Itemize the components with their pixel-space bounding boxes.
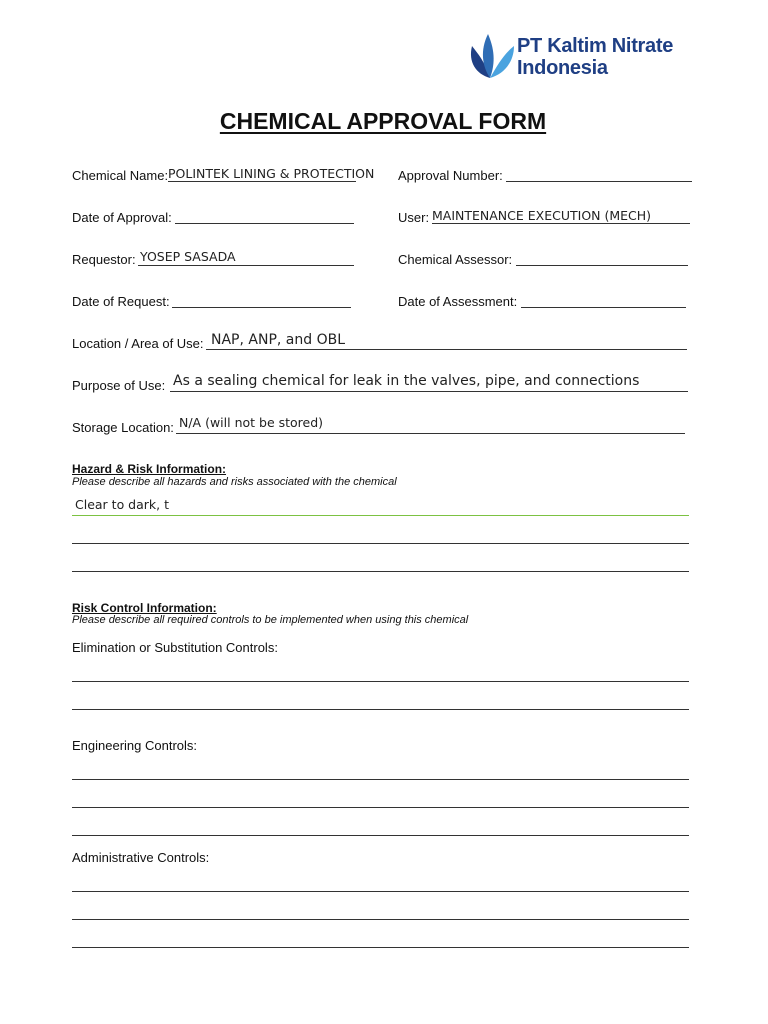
approval-number-label: Approval Number:: [398, 168, 503, 183]
storage-value[interactable]: N/A (will not be stored): [179, 415, 324, 430]
administrative-line-1[interactable]: [72, 891, 689, 892]
engineering-line-1[interactable]: [72, 779, 689, 780]
engineering-line-3[interactable]: [72, 835, 689, 836]
elimination-line-1[interactable]: [72, 681, 689, 682]
engineering-line-2[interactable]: [72, 807, 689, 808]
company-logo: [466, 32, 706, 80]
hazard-description: Please describe all hazards and risks associated with the chemical: [72, 476, 397, 488]
chemical-name-value[interactable]: POLINTEK LINING & PROTECTION: [168, 166, 375, 181]
date-of-approval-field[interactable]: [175, 223, 354, 224]
user-underline: [432, 223, 690, 224]
elimination-line-2[interactable]: [72, 709, 689, 710]
administrative-line-2[interactable]: [72, 919, 689, 920]
user-value[interactable]: MAINTENANCE EXECUTION (MECH): [432, 208, 652, 223]
storage-underline: [176, 433, 685, 434]
chemical-name-underline: [168, 181, 356, 182]
location-value[interactable]: NAP, ANP, and OBL: [211, 332, 345, 348]
chemical-name-label: Chemical Name:: [72, 168, 169, 183]
hazard-line-2[interactable]: [72, 543, 689, 544]
location-underline: [206, 349, 687, 350]
requestor-underline: [138, 265, 354, 266]
user-label: User:: [398, 210, 430, 225]
risk-control-description: Please describe all required controls to be implemented when using this chemical: [72, 614, 469, 626]
elimination-label: Elimination or Substitution Controls:: [72, 640, 278, 655]
requestor-label: Requestor:: [72, 252, 136, 267]
hazard-line-3[interactable]: [72, 571, 689, 572]
date-of-assessment-field[interactable]: [521, 307, 686, 308]
date-of-approval-label: Date of Approval:: [72, 210, 172, 225]
purpose-label: Purpose of Use:: [72, 378, 166, 393]
form-title: CHEMICAL APPROVAL FORM: [219, 108, 547, 134]
hazard-line-1[interactable]: [72, 515, 689, 516]
purpose-value[interactable]: As a sealing chemical for leak in the valves, pipe, and connections: [173, 373, 640, 389]
logo-mark-icon: [466, 32, 516, 80]
administrative-label: Administrative Controls:: [72, 850, 210, 865]
chemical-assessor-field[interactable]: [516, 265, 688, 266]
hazard-heading: Hazard & Risk Information:: [72, 462, 227, 476]
requestor-value[interactable]: YOSEP SASADA: [140, 249, 236, 264]
location-label: Location / Area of Use:: [72, 336, 204, 351]
engineering-label: Engineering Controls:: [72, 738, 198, 753]
logo-text-line2: Indonesia: [517, 57, 608, 79]
risk-control-heading: Risk Control Information:: [72, 601, 217, 615]
date-of-request-field[interactable]: [172, 307, 351, 308]
purpose-underline: [170, 391, 688, 392]
hazard-value[interactable]: Clear to dark, t: [75, 497, 170, 512]
storage-label: Storage Location:: [72, 420, 174, 435]
chemical-assessor-label: Chemical Assessor:: [398, 252, 513, 267]
logo-text-line1: PT Kaltim Nitrate: [517, 35, 674, 57]
date-of-assessment-label: Date of Assessment:: [398, 294, 518, 309]
date-of-request-label: Date of Request:: [72, 294, 170, 309]
administrative-line-3[interactable]: [72, 947, 689, 948]
approval-number-field[interactable]: [506, 181, 692, 182]
